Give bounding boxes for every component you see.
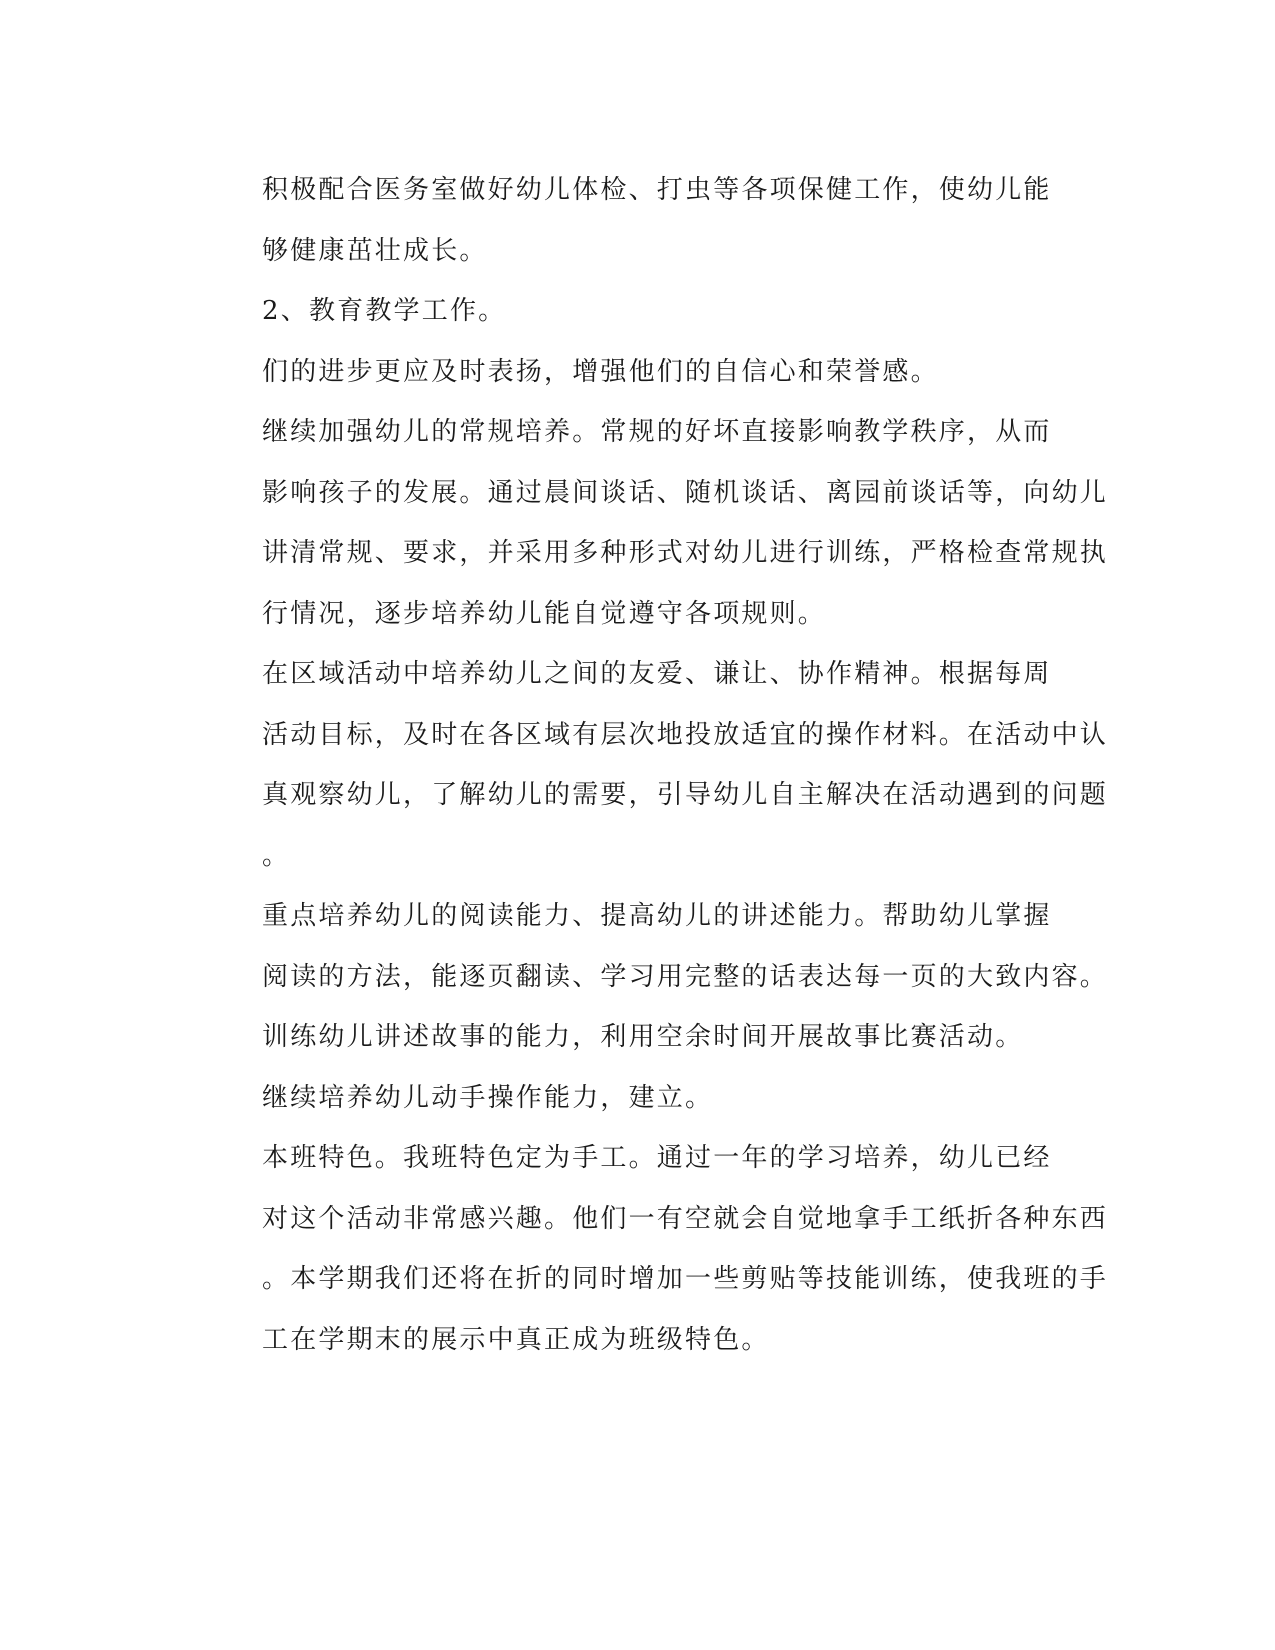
paragraph-line: 本班特色。我班特色定为手工。通过一年的学习培养，幼儿已经 [262, 1143, 1052, 1173]
paragraph-line: 。 [262, 840, 291, 871]
paragraph-line: 影响孩子的发展。通过晨间谈话、随机谈话、离园前谈话等，向幼儿 [262, 477, 1109, 508]
paragraph-line: 够健康茁壮成长。 [262, 235, 488, 266]
paragraph [188, 342, 1068, 403]
paragraph-line: 2、教育教学工作。 [262, 296, 507, 326]
paragraph-line: 继续加强幼儿的常规培养。常规的好坏直接影响教学秩序，从而 [262, 417, 1052, 447]
paragraph-line: 真观察幼儿，了解幼儿的需要，引导幼儿自主解决在活动遇到的问题 [262, 780, 1109, 810]
paragraph-line: 对这个活动非常感兴趣。他们一有空就会自觉地拿手工纸折各种东西 [262, 1203, 1109, 1234]
paragraph-line: 讲清常规、要求，并采用多种形式对幼儿进行训练，严格检查常规执 [262, 538, 1109, 568]
paragraph [188, 886, 1109, 1068]
paragraph [188, 1128, 1109, 1370]
paragraph [188, 1068, 1068, 1129]
paragraph [188, 281, 1068, 342]
document-body [188, 160, 1109, 1370]
paragraph-line: 行情况，逐步培养幼儿能自觉遵守各项规则。 [262, 598, 827, 629]
paragraph-line: 活动目标，及时在各区域有层次地投放适宜的操作材料。在活动中认 [262, 719, 1109, 750]
paragraph [188, 644, 1109, 886]
paragraph [188, 160, 1068, 281]
paragraph-line: 重点培养幼儿的阅读能力、提高幼儿的讲述能力。帮助幼儿掌握 [262, 901, 1052, 931]
paragraph-line: 积极配合医务室做好幼儿体检、打虫等各项保健工作，使幼儿能 [262, 175, 1052, 205]
paragraph-line: 继续培养幼儿动手操作能力，建立。 [262, 1082, 714, 1113]
paragraph-line: 阅读的方法，能逐页翻读、学习用完整的话表达每一页的大致内容。 [262, 961, 1109, 992]
paragraph-line: 工在学期末的展示中真正成为班级特色。 [262, 1324, 770, 1355]
paragraph-line: 训练幼儿讲述故事的能力，利用空余时间开展故事比赛活动。 [262, 1022, 1024, 1052]
paragraph-line: 在区域活动中培养幼儿之间的友爱、谦让、协作精神。根据每周 [262, 659, 1052, 689]
paragraph [188, 402, 1109, 644]
paragraph-line: 。本学期我们还将在折的同时增加一些剪贴等技能训练，使我班的手 [262, 1264, 1109, 1294]
paragraph-line: 们的进步更应及时表扬，增强他们的自信心和荣誉感。 [262, 356, 939, 387]
